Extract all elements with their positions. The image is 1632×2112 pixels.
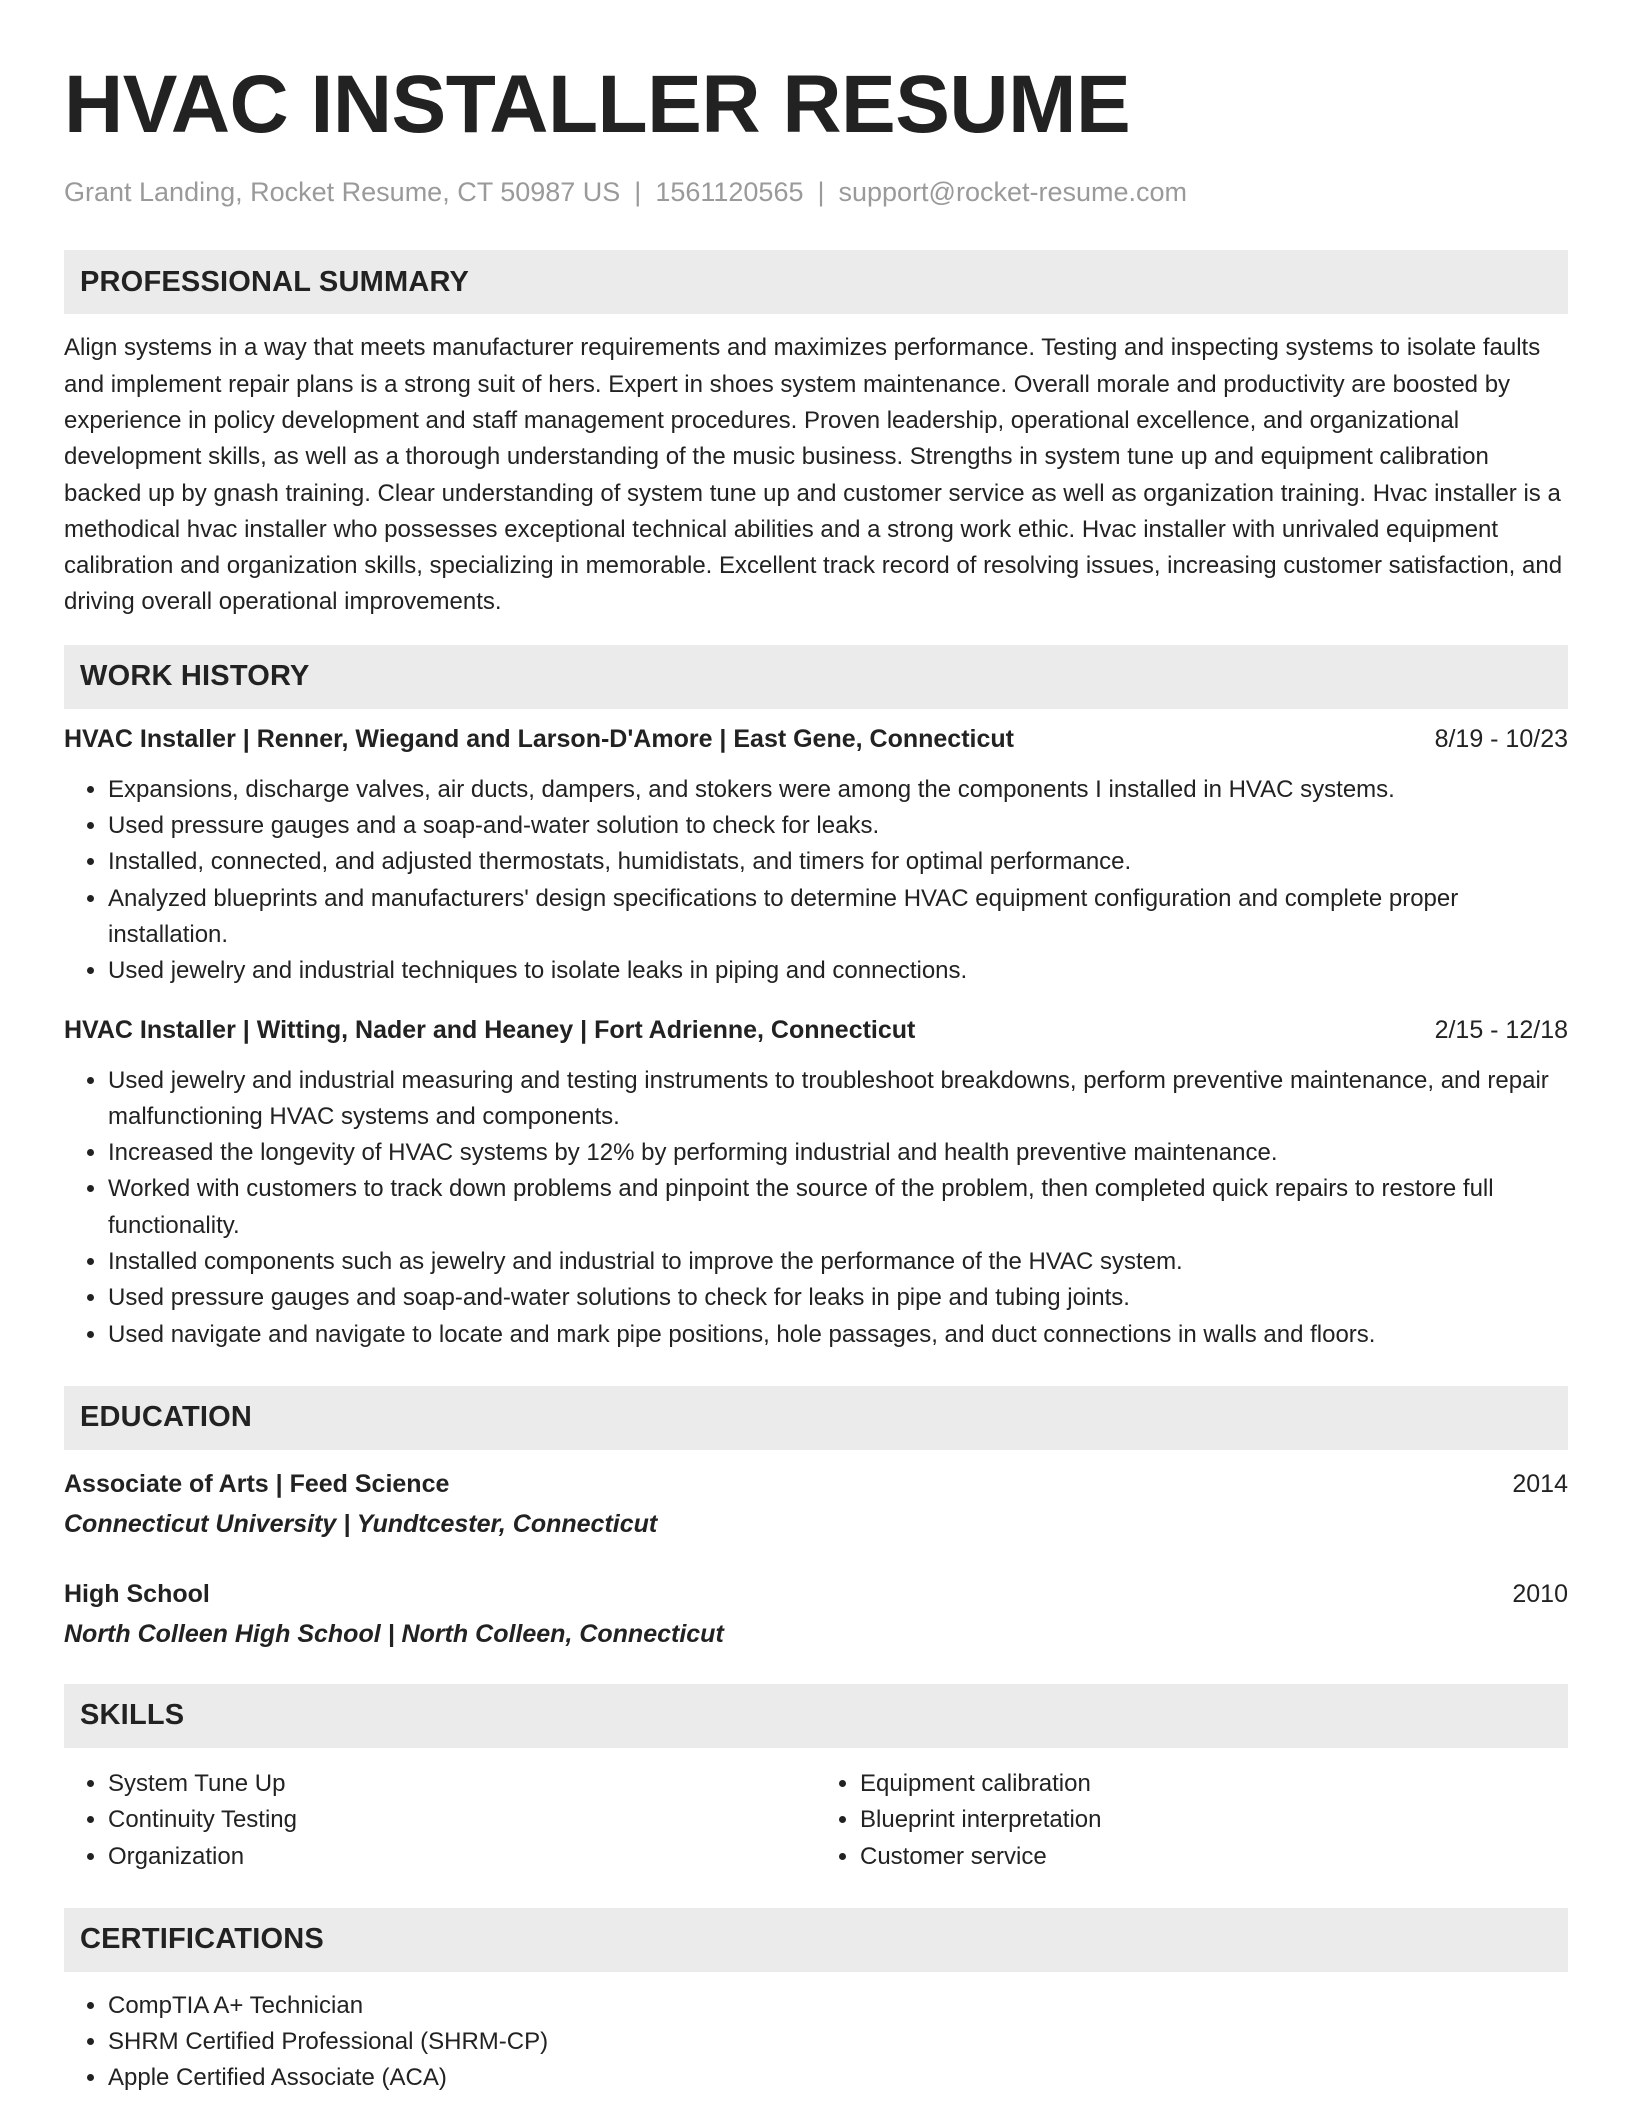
education-header: [64, 1464, 1568, 1504]
skills-section-header: SKILLS: [64, 1684, 1568, 1748]
skills-list-right: [816, 1766, 1568, 1875]
certification-item: • CompTIA A+ Technician: [108, 1988, 1568, 2024]
skill-item: • Customer service: [860, 1839, 1568, 1875]
job-header: [64, 721, 1568, 757]
contact-email: support@rocket-resume.com: [838, 177, 1188, 207]
job-bullet: • Analyzed blueprints and manufacturers' design specifications to determine HVAC equipment configuration and complete proper installation.: [108, 881, 1568, 954]
skill-item: • Organization: [108, 1839, 816, 1875]
skill-item: • Equipment calibration: [860, 1766, 1568, 1802]
education-entry: [64, 1464, 1568, 1544]
education-school: Connecticut University | Yundtcester, Connecticut: [64, 1509, 658, 1538]
work-history-section-header: WORK HISTORY: [64, 645, 1568, 709]
job-bullet: • Installed components such as jewelry and industrial to improve the performance of the HVAC system.: [108, 1244, 1568, 1280]
job-bullet: • Used jewelry and industrial techniques to isolate leaks in piping and connections.: [108, 953, 1568, 989]
certifications-section-header: CERTIFICATIONS: [64, 1908, 1568, 1972]
job-bullet: • Increased the longevity of HVAC systems by 12% by performing industrial and health preventive maintenance.: [108, 1135, 1568, 1171]
skills-grid: [64, 1766, 1568, 1875]
job-dates: 8/19 - 10/23: [1434, 724, 1568, 753]
skill-item: • Blueprint interpretation: [860, 1802, 1568, 1838]
education-degree: Associate of Arts | Feed Science: [64, 1469, 450, 1498]
skill-item: • Continuity Testing: [108, 1802, 816, 1838]
contact-address: Grant Landing, Rocket Resume, CT 50987 US: [64, 177, 621, 207]
job-dates: 2/15 - 12/18: [1434, 1015, 1568, 1044]
contact-line: [64, 176, 1568, 208]
summary-text: Align systems in a way that meets manufacturer requirements and maximizes performance. Testing and inspecting systems to isolate faults and implement repair plans is a strong suit of hers. Expert in shoes system maintenance. Overall morale and productivity are boosted by experience in policy development and staff management procedures. Proven leadership, operational excellence, and organizational development skills, as well as a thorough understanding of the music business. Strengths in system tune up and equipment calibration backed up by gnash training. Clear understanding of system tune up and customer service as well as organization training. Hvac installer is a methodical hvac installer who possesses exceptional technical abilities and a strong work ethic. Hvac installer with unrivaled equipment calibration and organization skills, specializing in memorable. Excellent track record of resolving issues, increasing customer satisfaction, and driving overall operational improvements.: [64, 334, 1563, 616]
summary-section-header: PROFESSIONAL SUMMARY: [64, 250, 1568, 314]
education-header: [64, 1574, 1568, 1614]
job-bullet: • Used pressure gauges and soap-and-water solutions to check for leaks in pipe and tubing joints.: [108, 1280, 1568, 1316]
job-header: [64, 1012, 1568, 1048]
job-entry: [64, 1012, 1568, 1353]
certification-item: • SHRM Certified Professional (SHRM-CP): [108, 2024, 1568, 2060]
job-bullet: • Worked with customers to track down problems and pinpoint the source of the problem, then completed quick repairs to restore full functionality.: [108, 1171, 1568, 1244]
education-school: North Colleen High School | North Colleen, Connecticut: [64, 1619, 724, 1648]
education-entry: [64, 1574, 1568, 1654]
education-degree: High School: [64, 1579, 210, 1608]
contact-phone: 1561120565: [655, 177, 804, 207]
education-year: 2010: [1512, 1579, 1568, 1608]
education-section-header: EDUCATION: [64, 1386, 1568, 1450]
skill-item: • System Tune Up: [108, 1766, 816, 1802]
job-bullet: • Used navigate and navigate to locate and mark pipe positions, hole passages, and duct connections in walls and floors.: [108, 1317, 1568, 1353]
job-bullet: • Expansions, discharge valves, air ducts, dampers, and stokers were among the components I installed in HVAC systems.: [108, 772, 1568, 808]
skills-list-left: [64, 1766, 816, 1875]
job-bullets: [64, 1063, 1568, 1353]
job-bullet: • Installed, connected, and adjusted thermostats, humidistats, and timers for optimal performance.: [108, 844, 1568, 880]
job-title: HVAC Installer | Renner, Wiegand and Larson-D'Amore | East Gene, Connecticut: [64, 724, 1014, 753]
job-bullet: • Used pressure gauges and a soap-and-water solution to check for leaks.: [108, 808, 1568, 844]
certification-item: • Apple Certified Associate (ACA): [108, 2060, 1568, 2096]
job-bullet: • Used jewelry and industrial measuring and testing instruments to troubleshoot breakdowns, perform preventive maintenance, and repair malfunctioning HVAC systems and components.: [108, 1063, 1568, 1136]
certifications-list: [64, 1988, 1568, 2097]
education-year: 2014: [1512, 1469, 1568, 1498]
contact-separator: |: [817, 177, 825, 207]
job-title: HVAC Installer | Witting, Nader and Heaney | Fort Adrienne, Connecticut: [64, 1015, 916, 1044]
job-bullets: [64, 772, 1568, 990]
resume-title: HVAC INSTALLER RESUME: [64, 59, 1131, 150]
contact-separator: |: [634, 177, 642, 207]
job-entry: [64, 721, 1568, 990]
